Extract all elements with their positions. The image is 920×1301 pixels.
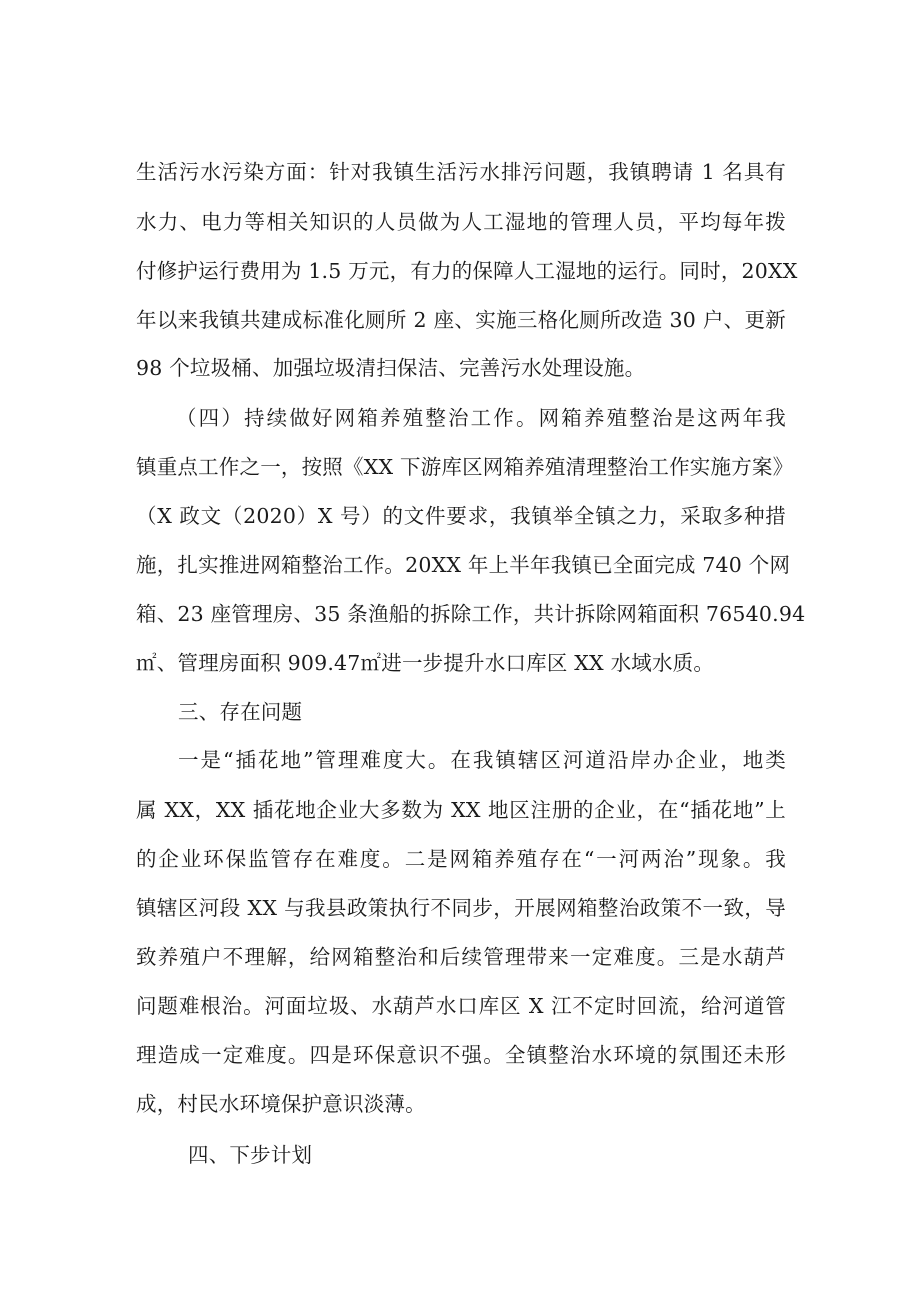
paragraph-line: ㎡、管理房面积 909.47㎡进一步提升水口库区 XX 水域水质。 bbox=[136, 651, 715, 675]
paragraph-line: 理造成一定难度。四是环保意识不强。全镇整治水环境的氛围还未形 bbox=[136, 1043, 786, 1067]
section-heading: 四、下步计划 bbox=[188, 1143, 313, 1167]
paragraph-line: 箱、23 座管理房、35 条渔船的拆除工作，共计拆除网箱面积 76540.94 bbox=[136, 602, 806, 626]
paragraph-line: 一是“插花地”管理难度大。在我镇辖区河道沿岸办企业，地类 bbox=[178, 748, 786, 772]
paragraph-line: 镇重点工作之一，按照《XX 下游库区网箱养殖清理整治工作实施方案》 bbox=[136, 455, 794, 479]
section-heading: 三、存在问题 bbox=[178, 700, 303, 724]
paragraph-line: 施，扎实推进网箱整治工作。20XX 年上半年我镇已全面完成 740 个网 bbox=[136, 553, 791, 577]
paragraph-line: 属 XX，XX 插花地企业大多数为 XX 地区注册的企业，在“插花地”上 bbox=[136, 798, 786, 822]
paragraph-line: 生活污水污染方面：针对我镇生活污水排污问题，我镇聘请 1 名具有 bbox=[136, 160, 786, 184]
paragraph-line: （四）持续做好网箱养殖整治工作。网箱养殖整治是这两年我 bbox=[176, 406, 786, 430]
paragraph-line: 98 个垃圾桶、加强垃圾清扫保洁、完善污水处理设施。 bbox=[136, 356, 646, 380]
paragraph-line: 的企业环保监管存在难度。二是网箱养殖存在“一河两治”现象。我 bbox=[136, 847, 786, 871]
paragraph-line: 成，村民水环境保护意识淡薄。 bbox=[136, 1092, 426, 1116]
paragraph-line: 年以来我镇共建成标准化厕所 2 座、实施三格化厕所改造 30 户、更新 bbox=[136, 308, 786, 332]
paragraph-line: 镇辖区河段 XX 与我县政策执行不同步，开展网箱整治政策不一致，导 bbox=[136, 896, 786, 920]
paragraph-line: （X 政文（2020）X 号）的文件要求，我镇举全镇之力，采取多种措 bbox=[136, 504, 786, 528]
paragraph-line: 付修护运行费用为 1.5 万元，有力的保障人工湿地的运行。同时，20XX bbox=[136, 259, 798, 283]
paragraph-line: 水力、电力等相关知识的人员做为人工湿地的管理人员，平均每年拨 bbox=[136, 210, 786, 234]
paragraph-line: 致养殖户不理解，给网箱整治和后续管理带来一定难度。三是水葫芦 bbox=[136, 945, 786, 969]
paragraph-line: 问题难根治。河面垃圾、水葫芦水口库区 X 江不定时回流，给河道管 bbox=[136, 994, 786, 1018]
